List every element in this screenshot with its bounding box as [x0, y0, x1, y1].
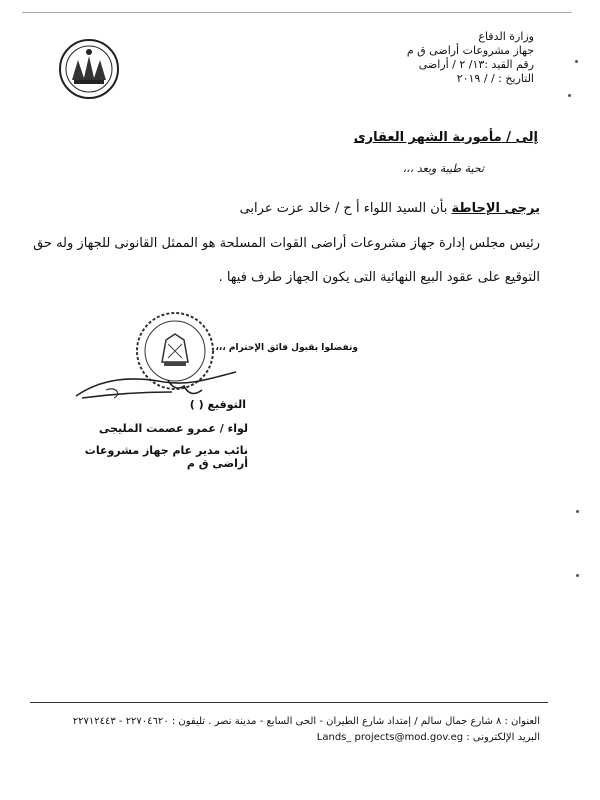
ministry-name: وزارة الدفاع: [478, 30, 534, 43]
footer-divider: [30, 702, 548, 703]
signature-label-close: ): [189, 398, 195, 411]
body-line-1-text: بأن السيد اللواء أ ح / خالد عزت عرابى: [239, 201, 452, 216]
signature-label-text: التوقيع (: [194, 398, 246, 411]
reference-number: رقم القيد :١٣/ ٢ / أراضى: [418, 58, 534, 71]
signature-label: [56, 398, 246, 411]
letter-header: [304, 30, 534, 86]
scan-dot: [568, 94, 571, 97]
ministry-emblem-icon: [58, 38, 120, 100]
scan-dot: [576, 574, 579, 577]
closing-phrase: وتفضلوا بقبول فائق الإحترام ،،،: [215, 343, 358, 353]
footer-email-line: [20, 732, 540, 743]
body-line-3: التوقيع على عقود البيع النهائية التى يكون الجهاز طرف فيها .: [218, 270, 540, 285]
recipient-line: [354, 130, 538, 145]
body-lead: يرجى الإحاطة: [451, 201, 540, 216]
email-address: Lands_ projects@mod.gov.eg: [316, 732, 464, 743]
email-label: البريد الإلكترونى :: [463, 732, 540, 743]
signatory-title: نائب مدير عام جهاز مشروعات أراضى ق م: [84, 444, 248, 470]
recipient-name: مأمورية الشهر العقارى: [353, 130, 502, 145]
signatory-name: لواء / عمرو عصمت المليجى: [98, 422, 248, 435]
scan-dot: [575, 60, 578, 63]
footer-address: العنوان : ٨ شارع جمال سالم / إمتداد شارع الطيران - الحى السابع - مدينة نصر . تليفون : ٢٢٧٠٤٦٢٠ - ٢٢٧١٢٤٤٣: [72, 716, 540, 727]
agency-name: جهاز مشروعات أراضى ق م: [406, 44, 534, 57]
letter-date: التاريخ : / / ٢٠١٩: [456, 72, 534, 85]
top-border-line: [22, 12, 572, 13]
greeting: تحية طيبة وبعد ،،،: [402, 162, 484, 175]
recipient-prefix: إلى /: [501, 130, 538, 145]
body-line-1: [60, 201, 540, 216]
scan-dot: [576, 510, 579, 513]
body-line-2: رئيس مجلس إدارة جهاز مشروعات أراضى القوات المسلحة هو الممثل القانونى للجهاز وله حق: [33, 236, 540, 251]
